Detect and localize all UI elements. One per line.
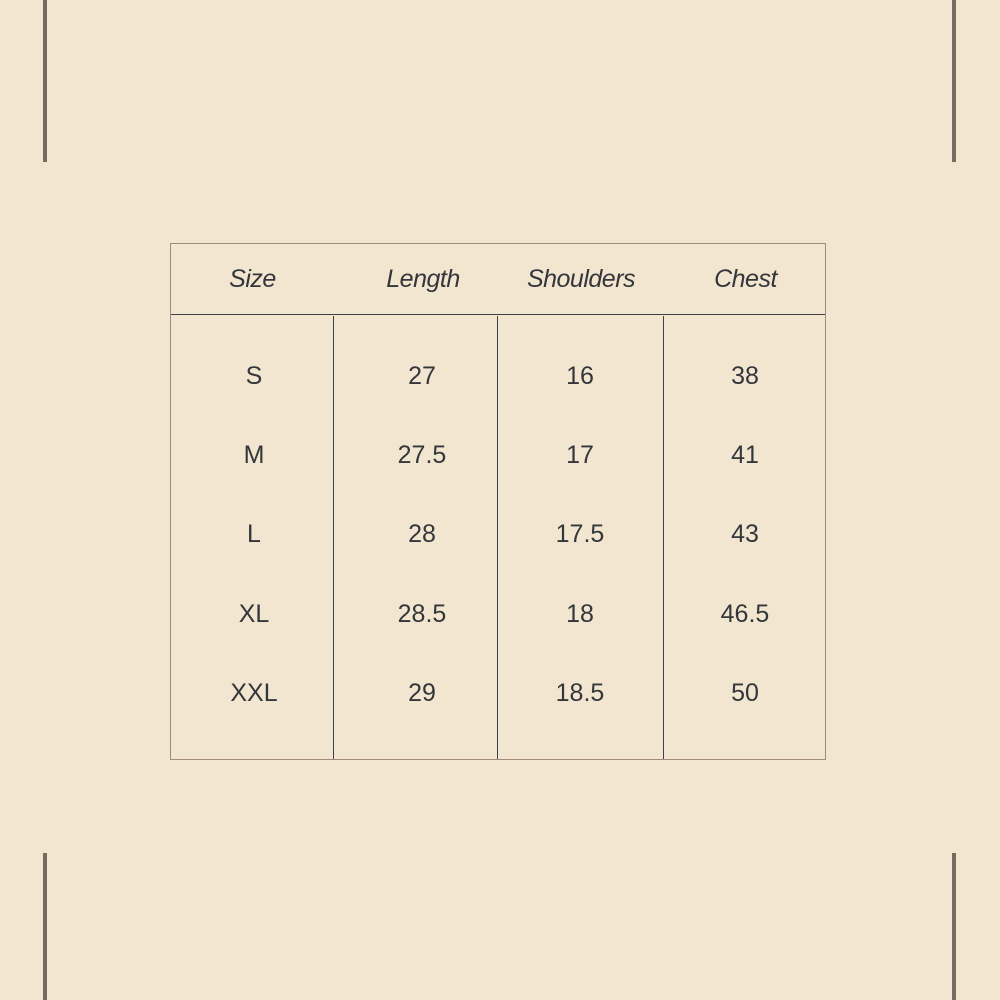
cell-size: S xyxy=(245,362,263,390)
cell-chest: 41 xyxy=(731,441,759,469)
frame-line-top-right xyxy=(952,0,956,162)
header-shoulders: Shoulders xyxy=(526,265,636,293)
cell-shoulders: 18.5 xyxy=(555,679,605,707)
header-chest: Chest xyxy=(714,265,777,293)
cell-chest: 38 xyxy=(731,362,759,390)
cell-length: 27.5 xyxy=(397,441,447,469)
table-header-row xyxy=(171,244,825,315)
cell-length: 28.5 xyxy=(397,600,447,628)
frame-line-top-left xyxy=(43,0,47,162)
cell-shoulders: 17.5 xyxy=(555,520,605,548)
header-length: Length xyxy=(386,265,460,293)
cell-chest: 46.5 xyxy=(720,600,770,628)
cell-chest: 43 xyxy=(731,520,759,548)
cell-length: 28 xyxy=(408,520,436,548)
cell-length: 29 xyxy=(408,679,436,707)
frame-line-bottom-left xyxy=(43,853,47,1000)
cell-length: 27 xyxy=(408,362,436,390)
frame-line-bottom-right xyxy=(952,853,956,1000)
cell-chest: 50 xyxy=(731,679,759,707)
cell-size: XXL xyxy=(230,679,278,707)
cell-shoulders: 16 xyxy=(566,362,594,390)
cell-shoulders: 17 xyxy=(566,441,594,469)
header-size: Size xyxy=(229,265,276,293)
cell-size: XL xyxy=(238,600,270,628)
cell-size: L xyxy=(247,520,261,548)
cell-shoulders: 18 xyxy=(566,600,594,628)
cell-size: M xyxy=(243,441,265,469)
size-chart-table xyxy=(170,243,826,760)
